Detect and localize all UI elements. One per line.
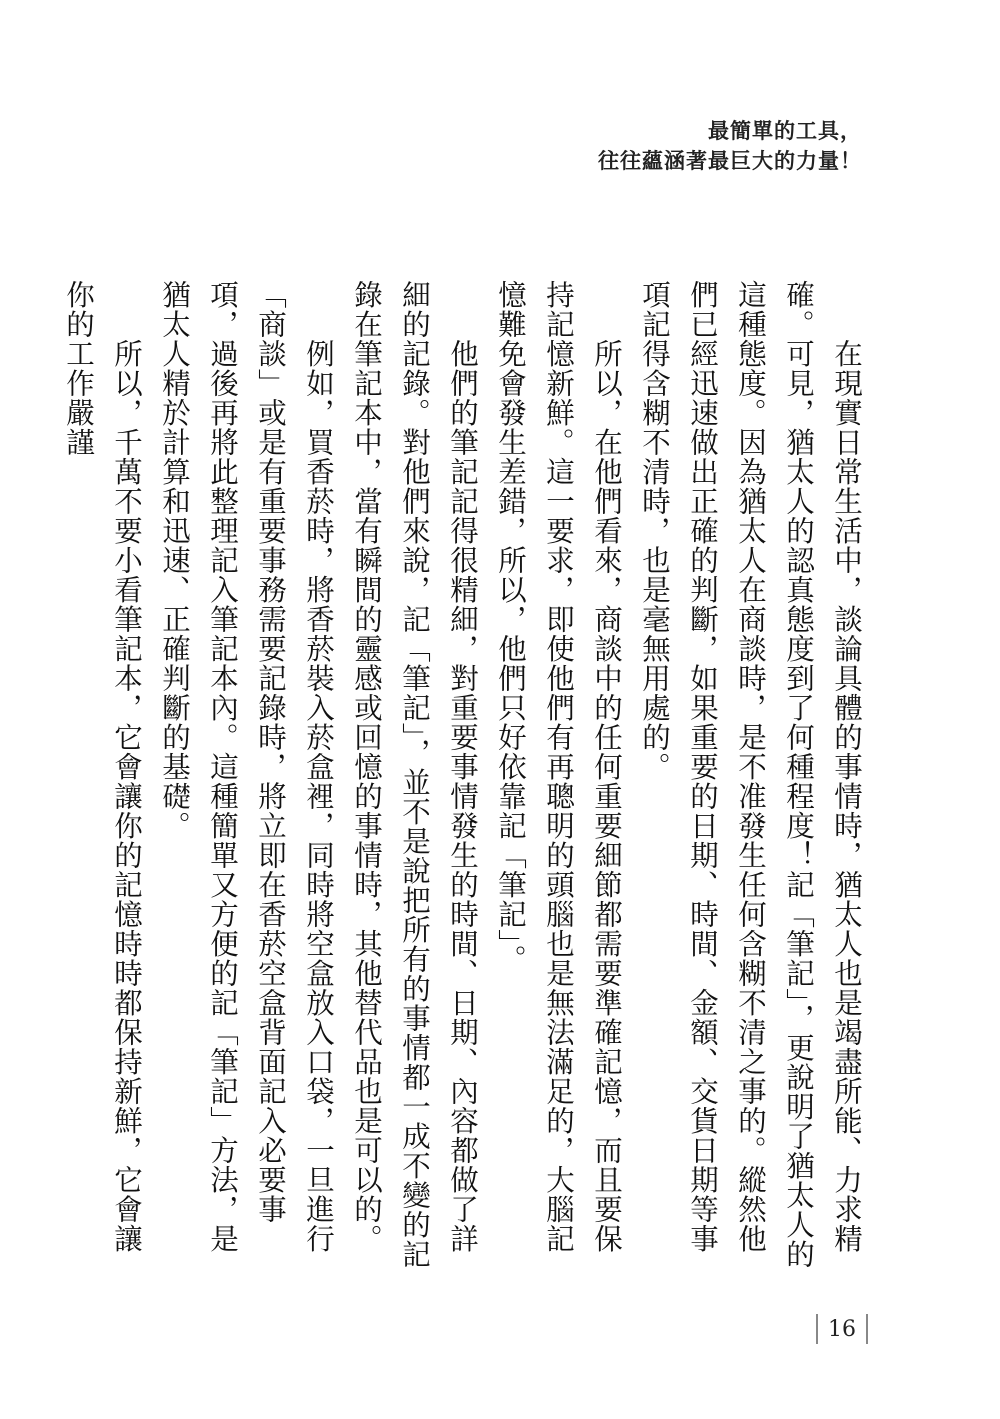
page-number-right-divider [866,1314,868,1344]
paragraph-1: 在現實日常生活中，談論具體的事情時，猶太人也是竭盡所能、力求精確。可見，猶太人的認真態度到了何種程度！記「筆記」，更說明了猶太人的這種態度。因為猶太人在商談時，是不准發生任何含糊不清之事的。縱然他們已經迅速做出正確的判斷，如果重要的日期、時間、金額、交貨日期等事項記得含糊不清時，也是毫無用處的。 [638,280,863,1269]
paragraph-5: 所以，千萬不要小看筆記本，它會讓你的記憶時時都保持新鮮，它會讓你的工作嚴謹 [62,280,143,1254]
paragraph-4: 例如，買香菸時，將香菸裝入菸盒裡，同時將空盒放入口袋，一旦進行「商談」或是有重要事務需要記錄時，將立即在香菸空盒背面記入必要事項，過後再將此整理記入筆記本內。這種簡單又方便的記「筆記」方法，是猶太人精於計算和迅速、正確判斷的基礎。 [158,280,335,1254]
page-number-value: 16 [828,1316,856,1342]
page-number-left-divider [816,1314,818,1344]
page-number [816,1314,868,1344]
chapter-header [598,116,862,176]
body-text [62,280,870,1280]
header-line-2: 往往蘊涵著最巨大的力量！ [598,149,862,173]
paragraph-2: 所以，在他們看來，商談中的任何重要細節都需要準確記憶，而且要保持記憶新鮮。這一要求，即使他們有再聰明的頭腦也是無法滿足的，大腦記憶難免會發生差錯，所以，他們只好依靠記「筆記」。 [494,280,623,1254]
paragraph-3: 他們的筆記記得很精細，對重要事情發生的時間、日期、內容都做了詳細的記錄。對他們來說，記「筆記」，並不是說把所有的事情都一成不變的記錄在筆記本中，當有瞬間的靈感或回憶的事情時，其他替代品也是可以的。 [350,280,479,1269]
header-line-1: 最簡單的工具， [708,119,862,143]
